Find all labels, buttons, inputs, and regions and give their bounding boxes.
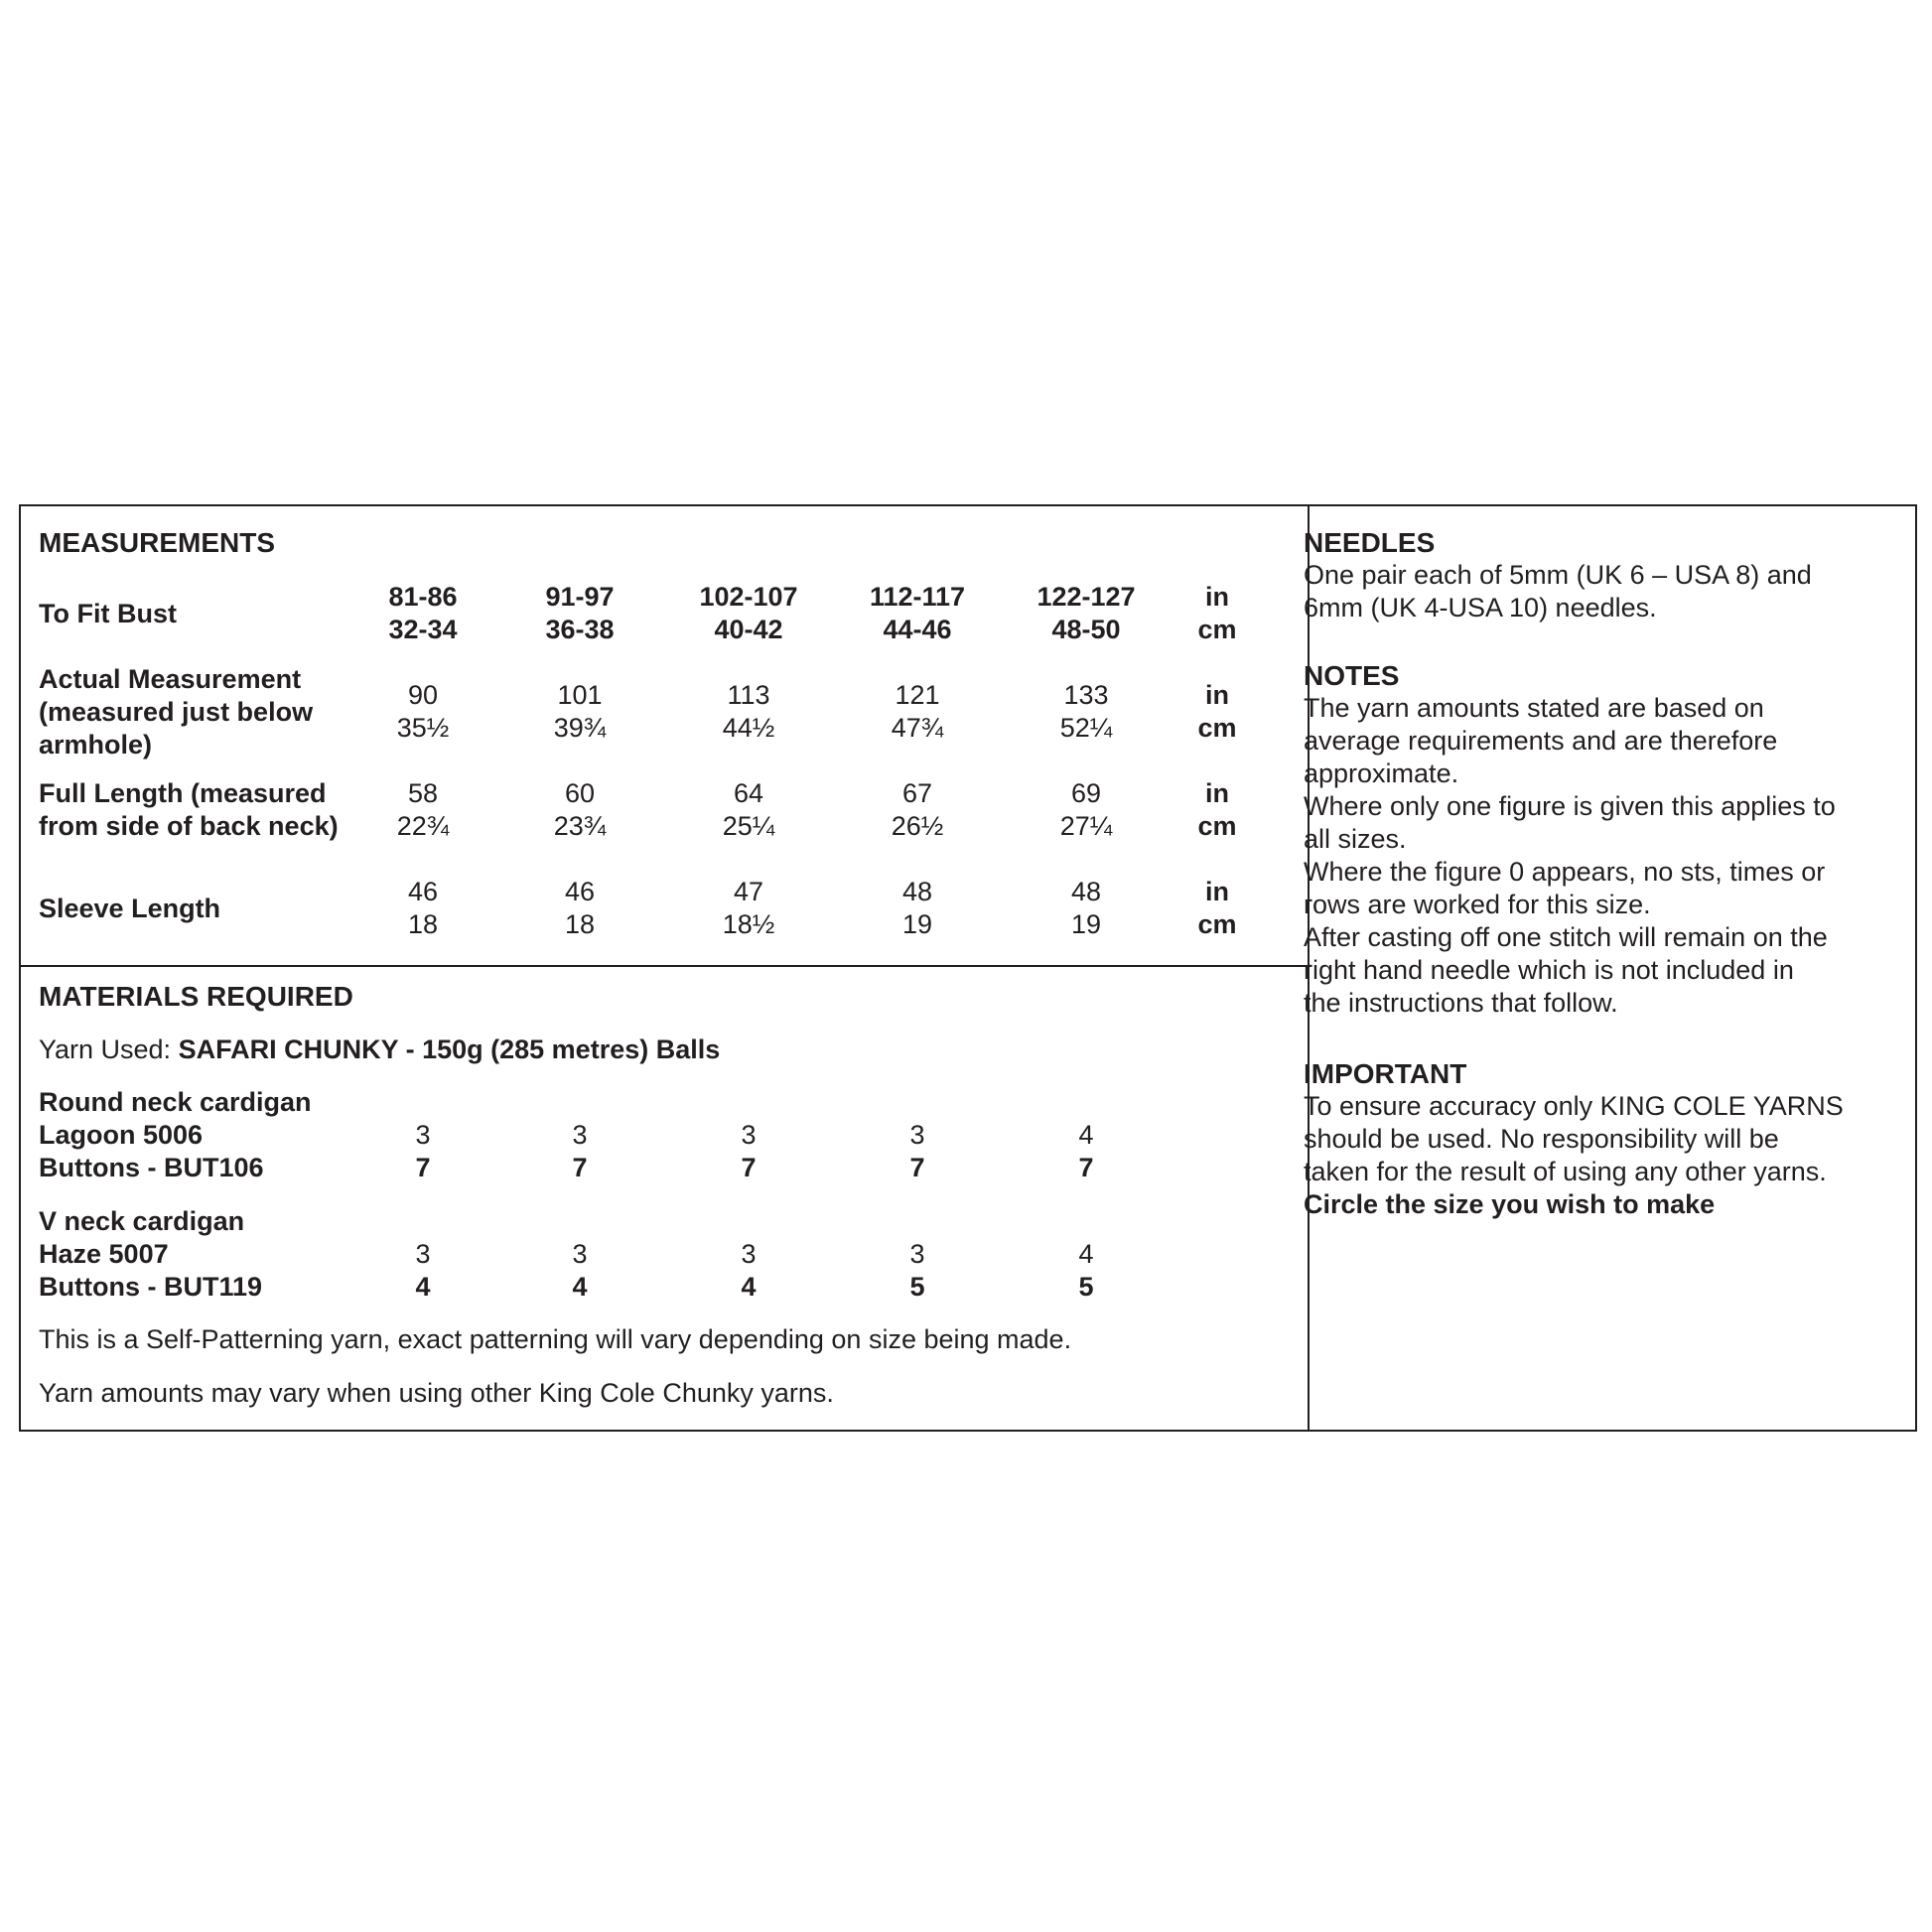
sleeve-length-size-5-in: 19 bbox=[1070, 909, 1102, 939]
to-fit-bust-size-1-in: 32-34 bbox=[388, 615, 458, 644]
sleeve-length-size-2-cm: 46 bbox=[564, 877, 596, 906]
actual-measurement-size-2-in: 39¾ bbox=[553, 713, 607, 743]
important-line-3: taken for the result of using any other yarns. bbox=[1304, 1157, 1827, 1186]
full-length-size-4-cm: 67 bbox=[901, 778, 933, 808]
full-length-unit-in: in bbox=[1205, 778, 1229, 808]
sleeve-length-size-1-in: 18 bbox=[407, 909, 439, 939]
notes-heading: NOTES bbox=[1304, 660, 1400, 691]
needles-heading: NEEDLES bbox=[1304, 527, 1436, 558]
sleeve-length-size-4-cm: 48 bbox=[901, 877, 933, 906]
actual-measurement-size-4-in: 47¾ bbox=[891, 713, 944, 743]
to-fit-bust-size-4-cm: 112-117 bbox=[869, 582, 966, 612]
to-fit-bust-size-5-cm: 122-127 bbox=[1036, 582, 1136, 612]
round-neck-yarn-qty-size-3: 3 bbox=[741, 1120, 757, 1150]
actual-measurement-label-line: Actual Measurement bbox=[39, 664, 302, 694]
full-length-size-5-in: 27¼ bbox=[1059, 811, 1113, 841]
notes-line-7: rows are worked for this size. bbox=[1304, 890, 1651, 919]
sleeve-length-size-3-cm: 47 bbox=[733, 877, 764, 906]
v-neck-button-qty-size-3: 4 bbox=[741, 1272, 757, 1302]
round-neck-yarn-qty-size-4: 3 bbox=[909, 1120, 925, 1150]
full-length-size-5-cm: 69 bbox=[1070, 778, 1102, 808]
actual-measurement-size-5-cm: 133 bbox=[1063, 680, 1109, 710]
actual-measurement-label-line: armhole) bbox=[39, 730, 153, 759]
v-neck-yarn-qty-size-2: 3 bbox=[572, 1239, 588, 1269]
v-neck-yarn-qty-size-4: 3 bbox=[909, 1239, 925, 1269]
notes-line-3: approximate. bbox=[1304, 759, 1459, 788]
round-neck-buttons-label: Buttons - BUT106 bbox=[39, 1153, 264, 1182]
sleeve-length-size-4-in: 19 bbox=[901, 909, 933, 939]
full-length-label-line: Full Length (measured bbox=[39, 778, 327, 808]
yarn-used-name: SAFARI CHUNKY - 150g (285 metres) Balls bbox=[178, 1035, 721, 1064]
full-length-label-line: from side of back neck) bbox=[39, 811, 339, 841]
circle-size-instruction: Circle the size you wish to make bbox=[1304, 1189, 1716, 1219]
sleeve-length-size-3-in: 18½ bbox=[722, 909, 775, 939]
v-neck-yarn-qty-size-1: 3 bbox=[415, 1239, 431, 1269]
round-neck-button-qty-size-4: 7 bbox=[909, 1153, 925, 1182]
full-length-size-1-cm: 58 bbox=[407, 778, 439, 808]
important-line-1: To ensure accuracy only KING COLE YARNS bbox=[1304, 1091, 1844, 1121]
full-length-size-3-cm: 64 bbox=[733, 778, 764, 808]
round-neck-yarn-label: Lagoon 5006 bbox=[39, 1120, 204, 1150]
yarn-used-line bbox=[39, 1034, 720, 1066]
v-neck-button-qty-size-1: 4 bbox=[415, 1272, 431, 1302]
v-neck-yarn-qty-size-5: 4 bbox=[1078, 1239, 1094, 1269]
round-neck-button-qty-size-3: 7 bbox=[741, 1153, 757, 1182]
actual-measurement-size-1-in: 35½ bbox=[396, 713, 450, 743]
actual-measurement-unit-in: in bbox=[1205, 680, 1229, 710]
to-fit-bust-unit-cm: cm bbox=[1197, 615, 1237, 644]
sleeve-length-size-1-cm: 46 bbox=[407, 877, 439, 906]
actual-measurement-unit-cm: cm bbox=[1197, 713, 1237, 743]
to-fit-bust-size-2-cm: 91-97 bbox=[545, 582, 615, 612]
round-neck-button-qty-size-2: 7 bbox=[572, 1153, 588, 1182]
round-neck-yarn-qty-size-2: 3 bbox=[572, 1120, 588, 1150]
full-length-size-3-in: 25¼ bbox=[722, 811, 775, 841]
notes-line-4: Where only one figure is given this applies to bbox=[1304, 791, 1836, 821]
v-neck-yarn-label: Haze 5007 bbox=[39, 1239, 169, 1269]
notes-line-9: right hand needle which is not included in bbox=[1304, 955, 1794, 985]
full-length-unit-cm: cm bbox=[1197, 811, 1237, 841]
to-fit-bust-size-3-in: 40-42 bbox=[714, 615, 783, 644]
notes-line-8: After casting off one stitch will remain on the bbox=[1304, 922, 1828, 952]
important-line-2: should be used. No responsibility will be bbox=[1304, 1124, 1779, 1154]
notes-line-6: Where the figure 0 appears, no sts, times or bbox=[1304, 857, 1826, 887]
round-neck-yarn-qty-size-5: 4 bbox=[1078, 1120, 1094, 1150]
to-fit-bust-label: To Fit Bust bbox=[39, 599, 177, 628]
to-fit-bust-size-3-cm: 102-107 bbox=[699, 582, 798, 612]
sleeve-length-unit-cm: cm bbox=[1197, 909, 1237, 939]
v-neck-button-qty-size-5: 5 bbox=[1078, 1272, 1094, 1302]
materials-heading: MATERIALS REQUIRED bbox=[39, 981, 353, 1012]
v-neck-button-qty-size-4: 5 bbox=[909, 1272, 925, 1302]
round-neck-button-qty-size-1: 7 bbox=[415, 1153, 431, 1182]
actual-measurement-label-line: (measured just below bbox=[39, 697, 314, 727]
to-fit-bust-size-1-cm: 81-86 bbox=[388, 582, 458, 612]
round-neck-button-qty-size-5: 7 bbox=[1078, 1153, 1094, 1182]
actual-measurement-size-5-in: 52¼ bbox=[1059, 713, 1113, 743]
to-fit-bust-size-2-in: 36-38 bbox=[545, 615, 615, 644]
notes-line-10: the instructions that follow. bbox=[1304, 988, 1618, 1018]
yarn-used-prefix: Yarn Used: bbox=[39, 1035, 179, 1064]
important-section bbox=[1304, 1057, 1889, 1221]
measurements-heading: MEASUREMENTS bbox=[39, 527, 276, 558]
needles-line-2: 6mm (UK 4-USA 10) needles. bbox=[1304, 593, 1657, 622]
sleeve-length-size-5-cm: 48 bbox=[1070, 877, 1102, 906]
notes-section bbox=[1304, 659, 1889, 1020]
v-neck-title: V neck cardigan bbox=[39, 1206, 245, 1236]
notes-line-1: The yarn amounts stated are based on bbox=[1304, 693, 1764, 723]
sleeve-length-size-2-in: 18 bbox=[564, 909, 596, 939]
needles-line-1: One pair each of 5mm (UK 6 – USA 8) and bbox=[1304, 560, 1812, 590]
notes-line-2: average requirements and are therefore bbox=[1304, 726, 1778, 756]
notes-line-5: all sizes. bbox=[1304, 824, 1407, 854]
round-neck-yarn-qty-size-1: 3 bbox=[415, 1120, 431, 1150]
actual-measurement-size-1-cm: 90 bbox=[407, 680, 439, 710]
needles-section bbox=[1304, 526, 1889, 624]
to-fit-bust-unit-in: in bbox=[1205, 582, 1229, 612]
full-length-size-1-in: 22¾ bbox=[396, 811, 450, 841]
section-divider bbox=[21, 965, 1308, 967]
round-neck-title: Round neck cardigan bbox=[39, 1087, 312, 1117]
actual-measurement-size-3-in: 44½ bbox=[722, 713, 775, 743]
full-length-size-4-in: 26½ bbox=[891, 811, 944, 841]
v-neck-yarn-qty-size-3: 3 bbox=[741, 1239, 757, 1269]
v-neck-button-qty-size-2: 4 bbox=[572, 1272, 588, 1302]
to-fit-bust-size-5-in: 48-50 bbox=[1051, 615, 1121, 644]
yarn-amount-note: Yarn amounts may vary when using other King Cole Chunky yarns. bbox=[39, 1378, 834, 1408]
important-heading: IMPORTANT bbox=[1304, 1058, 1467, 1089]
sleeve-length-label: Sleeve Length bbox=[39, 894, 221, 923]
self-patterning-note: This is a Self-Patterning yarn, exact patterning will vary depending on size being made. bbox=[39, 1324, 1072, 1354]
actual-measurement-size-3-cm: 113 bbox=[727, 680, 770, 710]
sleeve-length-unit-in: in bbox=[1205, 877, 1229, 906]
actual-measurement-size-2-cm: 101 bbox=[557, 680, 603, 710]
full-length-size-2-in: 23¾ bbox=[553, 811, 607, 841]
v-neck-buttons-label: Buttons - BUT119 bbox=[39, 1272, 263, 1302]
to-fit-bust-size-4-in: 44-46 bbox=[883, 615, 952, 644]
full-length-size-2-cm: 60 bbox=[564, 778, 596, 808]
actual-measurement-size-4-cm: 121 bbox=[895, 680, 940, 710]
